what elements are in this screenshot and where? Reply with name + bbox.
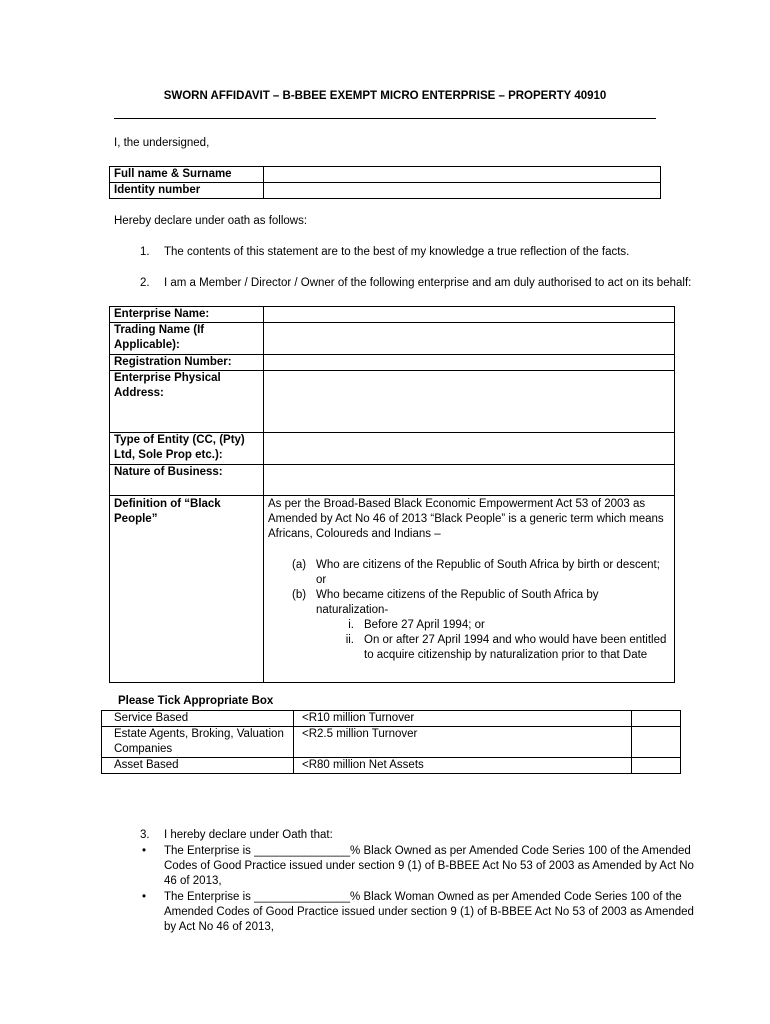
list-item (292, 558, 670, 573)
identity-number-label: Identity number (110, 183, 264, 199)
list-item (140, 276, 740, 291)
trading-name-field[interactable] (264, 323, 675, 355)
definition-text: As per the Broad-Based Black Economic Empowerment Act 53 of 2003 as Amended by Act No 46 of 2013 “Black People” is a generic term which means Africans, Coloureds and Indians – (268, 498, 664, 540)
table-row (102, 711, 681, 727)
list-item (292, 588, 670, 618)
list-item (140, 828, 700, 843)
item-number: 2. (140, 277, 150, 289)
table-row (110, 307, 675, 323)
full-name-field[interactable] (264, 167, 661, 183)
enterprise-name-field[interactable] (264, 307, 675, 323)
table-row (102, 727, 681, 758)
tick-table (101, 710, 681, 774)
def-b-text: Who became citizens of the Republic of South Africa by naturalization- (316, 589, 599, 616)
list-item (140, 245, 740, 260)
registration-number-field[interactable] (264, 355, 675, 371)
list-item (336, 633, 670, 663)
estate-agents-checkbox[interactable] (632, 727, 681, 758)
estate-agents-label: Estate Agents, Broking, Valuation Companies (102, 727, 294, 758)
table-row (110, 355, 675, 371)
enterprise-name-label: Enterprise Name: (110, 307, 264, 323)
nature-business-field[interactable] (264, 465, 675, 496)
bullet-icon: • (142, 891, 147, 903)
bullet-text: The Enterprise is _______________% Black Woman Owned as per Amended Code Series 100 of the Amended Codes of Good Practice issued under section 9 (1) of B-BBEE Act No 53 of 2003 as Amended by Act No 46 of 2013, (164, 891, 694, 933)
list-item (142, 890, 712, 935)
def-ii-label: ii. (345, 634, 354, 646)
entity-type-label: Type of Entity (CC, (Pty) Ltd, Sole Prop etc.): (110, 433, 264, 465)
service-based-label: Service Based (102, 711, 294, 727)
table-row (102, 758, 681, 774)
table-row (110, 496, 675, 683)
declare-text: Hereby declare under oath as follows: (114, 215, 308, 227)
document-title: SWORN AFFIDAVIT – B-BBEE EXEMPT MICRO ENTERPRISE – PROPERTY 40910 (163, 90, 607, 102)
def-a-label: (a) (292, 559, 307, 571)
definition-label: Definition of “Black People” (110, 496, 264, 683)
def-i-text: Before 27 April 1994; or (364, 619, 485, 631)
item-number: 1. (140, 246, 150, 258)
asset-based-checkbox[interactable] (632, 758, 681, 774)
def-i-label: i. (348, 619, 354, 631)
full-name-label: Full name & Surname (110, 167, 264, 183)
title-divider (114, 118, 656, 119)
bullet-icon: • (142, 845, 147, 857)
def-a-text: Who are citizens of the Republic of South Africa by birth or descent; (316, 559, 660, 571)
tick-heading: Please Tick Appropriate Box (118, 695, 274, 707)
identity-table (109, 166, 661, 199)
table-row (110, 465, 675, 496)
item-text: I am a Member / Director / Owner of the following enterprise and am duly authorised to act on its behalf: (164, 277, 692, 289)
physical-address-label: Enterprise Physical Address: (110, 371, 264, 433)
table-row (110, 183, 661, 199)
table-row (110, 323, 675, 355)
definition-cell (264, 496, 675, 683)
list-item (142, 844, 712, 889)
service-based-checkbox[interactable] (632, 711, 681, 727)
list-item (336, 618, 670, 633)
service-based-threshold: <R10 million Turnover (294, 711, 632, 727)
enterprise-table (109, 306, 675, 683)
registration-number-label: Registration Number: (110, 355, 264, 371)
table-row (110, 433, 675, 465)
def-or: or (316, 574, 327, 586)
entity-type-field[interactable] (264, 433, 675, 465)
table-row (110, 167, 661, 183)
nature-business-label: Nature of Business: (110, 465, 264, 496)
item-text: I hereby declare under Oath that: (164, 829, 333, 841)
estate-agents-threshold: <R2.5 million Turnover (294, 727, 632, 758)
item-number: 3. (140, 829, 150, 841)
table-row (110, 371, 675, 433)
identity-number-field[interactable] (264, 183, 661, 199)
asset-based-label: Asset Based (102, 758, 294, 774)
def-ii-text: On or after 27 April 1994 and who would have been entitled to acquire citizenship by naturalization prior to that Date (364, 634, 667, 661)
def-b-label: (b) (292, 589, 307, 601)
asset-based-threshold: <R80 million Net Assets (294, 758, 632, 774)
physical-address-field[interactable] (264, 371, 675, 433)
trading-name-label: Trading Name (If Applicable): (110, 323, 264, 355)
intro-text: I, the undersigned, (114, 137, 210, 149)
item-text: The contents of this statement are to the best of my knowledge a true reflection of the facts. (164, 246, 630, 258)
bullet-text: The Enterprise is _______________% Black Owned as per Amended Code Series 100 of the Amended Codes of Good Practice issued under section 9 (1) of B-BBEE Act No 53 of 2003 as Amended by Act No 46 of 2013, (164, 845, 694, 887)
definition-list (268, 558, 670, 663)
